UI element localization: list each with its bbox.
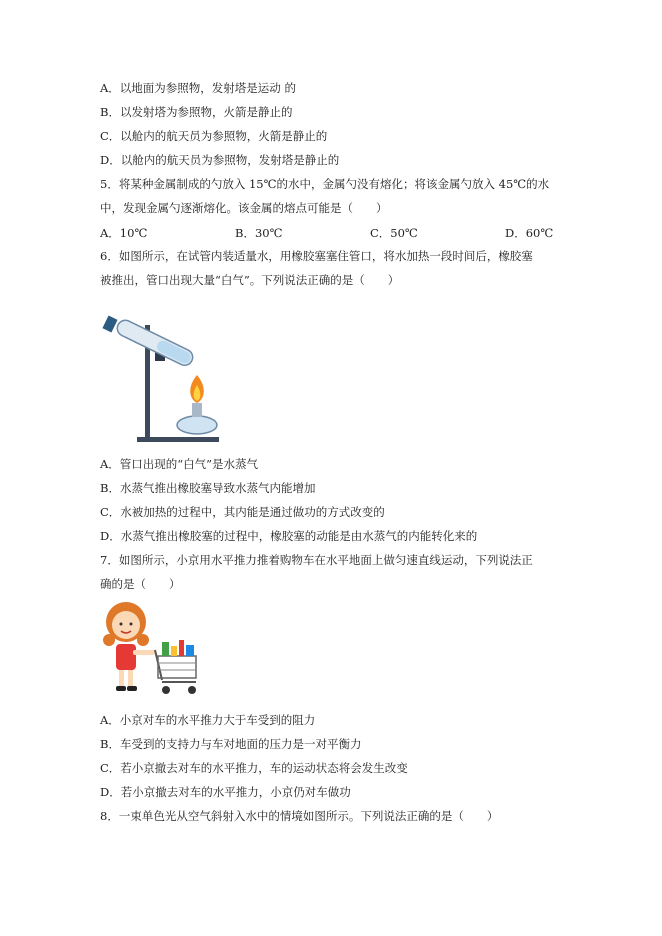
q7-stem-line2: 确的是（ ） bbox=[100, 577, 181, 591]
q4-option-b: B．以发射塔为参照物，火箭是静止的 bbox=[100, 105, 293, 119]
q5-option-a: A．10℃ bbox=[100, 226, 148, 240]
q6-option-a: A．管口出现的“白气”是水蒸气 bbox=[100, 457, 259, 471]
q5-stem-line1: 5．将某种金属制成的勺放入 15℃的水中，金属勺没有熔化；将该金属勺放入 45℃的水 bbox=[100, 177, 550, 191]
rubber-stopper bbox=[102, 316, 117, 333]
lamp-wick-holder bbox=[192, 403, 202, 417]
q5-option-d: D．60℃ bbox=[505, 226, 554, 240]
q6-option-b: B．水蒸气推出橡胶塞导致水蒸气内能增加 bbox=[100, 481, 316, 495]
alcohol-lamp bbox=[177, 416, 217, 434]
stand-base bbox=[137, 437, 219, 442]
q5-stem-line2: 中，发现金属勺逐渐熔化。该金属的熔点可能是（ ） bbox=[100, 201, 388, 215]
q6-test-tube-figure bbox=[95, 305, 235, 445]
girl-face bbox=[112, 611, 140, 639]
q4-option-a: A．以地面为参照物，发射塔是运动 的 bbox=[100, 81, 296, 95]
q6-option-c: C．水被加热的过程中，其内能是通过做功的方式改变的 bbox=[100, 505, 385, 519]
q4-option-c: C．以舱内的航天员为参照物，火箭是静止的 bbox=[100, 129, 328, 143]
q5-options bbox=[100, 225, 560, 241]
q7-shopping-cart-figure bbox=[100, 600, 205, 700]
q8-stem-line1: 8．一束单色光从空气斜射入水中的情境如图所示。下列说法正确的是（ ） bbox=[100, 809, 499, 823]
q6-option-d: D．水蒸气推出橡胶塞的过程中，橡胶塞的动能是由水蒸气的内能转化来的 bbox=[100, 529, 478, 543]
test-tube bbox=[115, 318, 196, 368]
q7-option-a: A．小京对车的水平推力大于车受到的阻力 bbox=[100, 713, 316, 727]
q6-stem-line2: 被推出，管口出现大量“白气”。下列说法正确的是（ ） bbox=[100, 273, 400, 287]
q5-option-b: B．30℃ bbox=[235, 226, 283, 240]
q7-option-c: C．若小京撤去对车的水平推力，车的运动状态将会发生改变 bbox=[100, 761, 408, 775]
q7-stem-line1: 7．如图所示，小京用水平推力推着购物车在水平地面上做匀速直线运动，下列说法正 bbox=[100, 553, 533, 567]
q7-option-d: D．若小京撤去对车的水平推力，小京仍对车做功 bbox=[100, 785, 351, 799]
q5-option-c: C．50℃ bbox=[370, 226, 418, 240]
shopping-cart-icon bbox=[155, 640, 196, 694]
q4-option-d: D．以舱内的航天员为参照物，发射塔是静止的 bbox=[100, 153, 340, 167]
q7-option-b: B．车受到的支持力与车对地面的压力是一对平衡力 bbox=[100, 737, 362, 751]
girl-dress bbox=[116, 644, 136, 670]
q6-stem-line1: 6．如图所示，在试管内装适量水，用橡胶塞塞住管口，将水加热一段时间后，橡胶塞 bbox=[100, 249, 533, 263]
